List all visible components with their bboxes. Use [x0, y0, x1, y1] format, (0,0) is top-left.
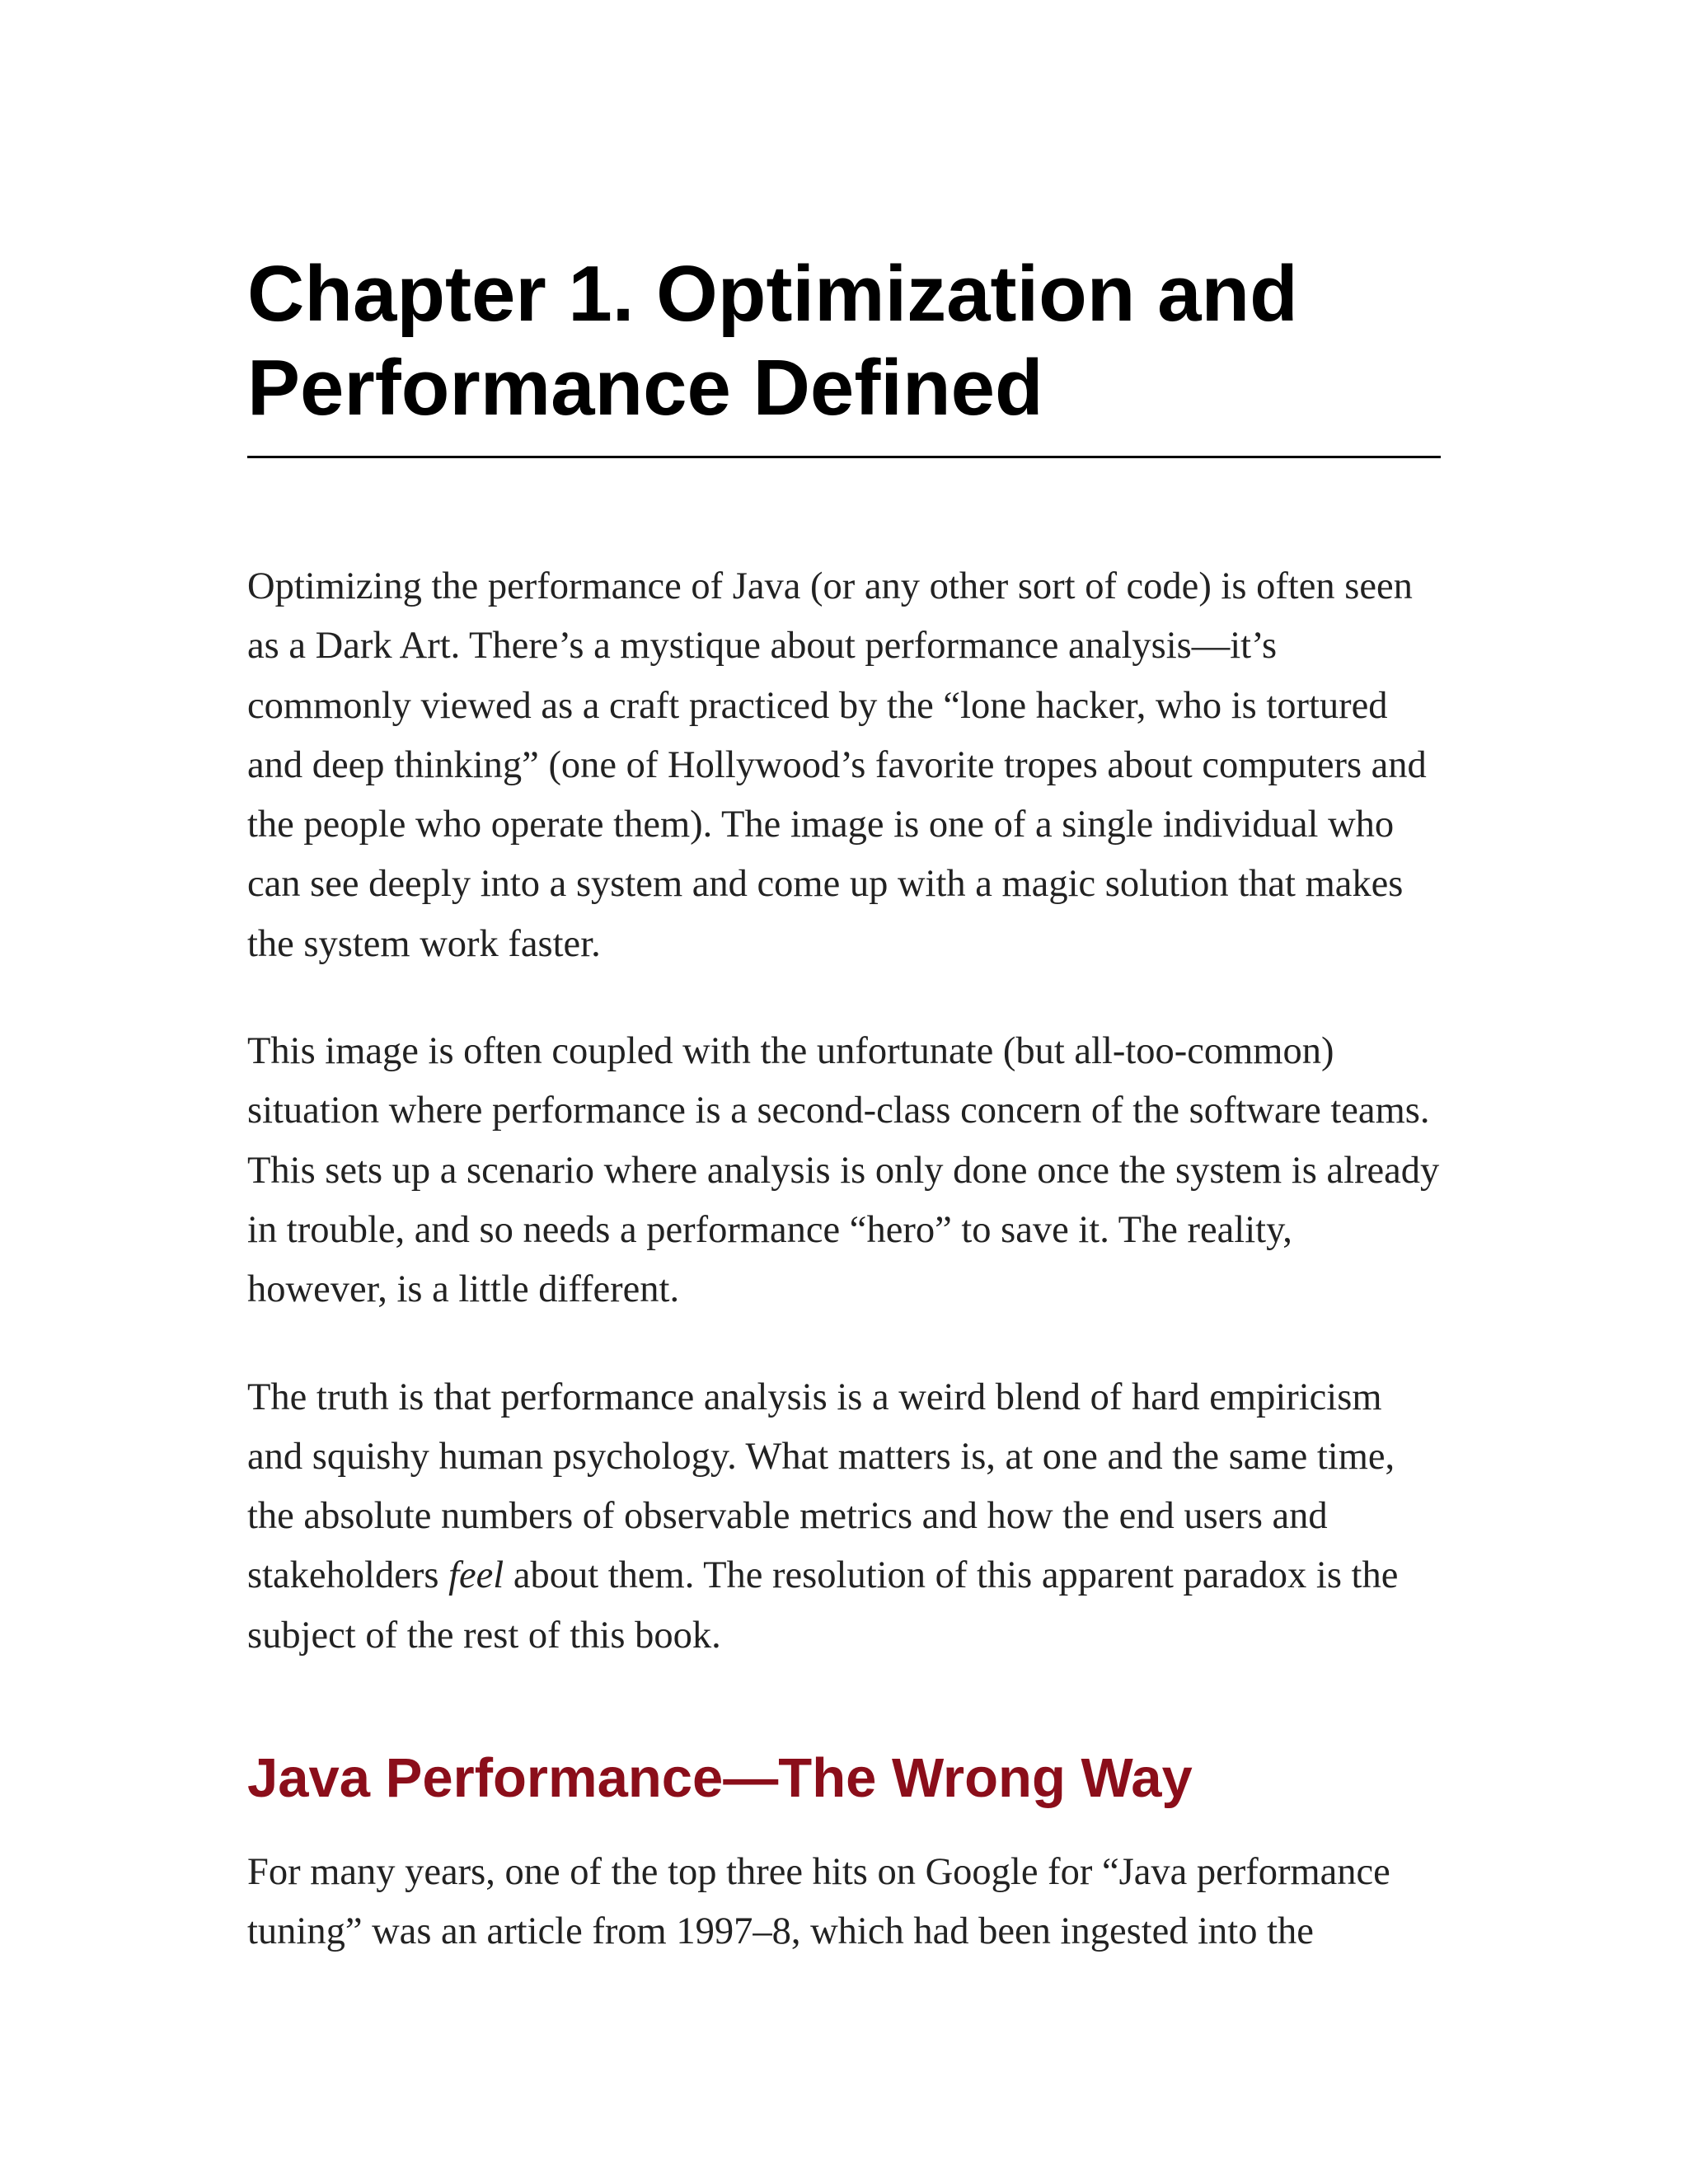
paragraph-truth-end: about them. The resolution of this apparent paradox is the subject of the rest of this book. [247, 1554, 1399, 1657]
section-title: Java Performance—The Wrong Way [247, 1747, 1193, 1810]
paragraph-truth [247, 1368, 1441, 1666]
paragraph-truth-start: The truth is that performance analysis is a weird blend of hard empiricism and squishy human psychology. What matters is, at one and the same time, the absolute numbers of observable metrics and how the end users and stakeholders [247, 1376, 1395, 1597]
title-divider [247, 456, 1441, 458]
paragraph-intro: Optimizing the performance of Java (or any other sort of code) is often seen as a Dark Art. There’s a mystique about performance analysis—it’s commonly viewed as a craft practiced by the “lone hacker, who is tortured and deep thinking” (one of Hollywood’s favorite tropes about computers and the people who operate them). The image is one of a single individual who can see deeply into a system and come up with a magic solution that makes the system work faster. [247, 565, 1427, 965]
chapter-body [247, 557, 1441, 1962]
paragraph-image: This image is often coupled with the unfortunate (but all-too-common) situation where performance is a second-class concern of the software teams. This sets up a scenario where analysis is only done once the system is already in trouble, and so needs a performance “hero” to save it. The reality, however, is a little different. [247, 1030, 1440, 1311]
section-paragraph: For many years, one of the top three hits on Google for “Java performance tuning” was an article from 1997–8, which had been ingested into the [247, 1851, 1390, 1953]
chapter-title: Chapter 1. Optimization and Performance Defined [247, 250, 1298, 432]
emphasis-feel: feel [448, 1554, 504, 1597]
